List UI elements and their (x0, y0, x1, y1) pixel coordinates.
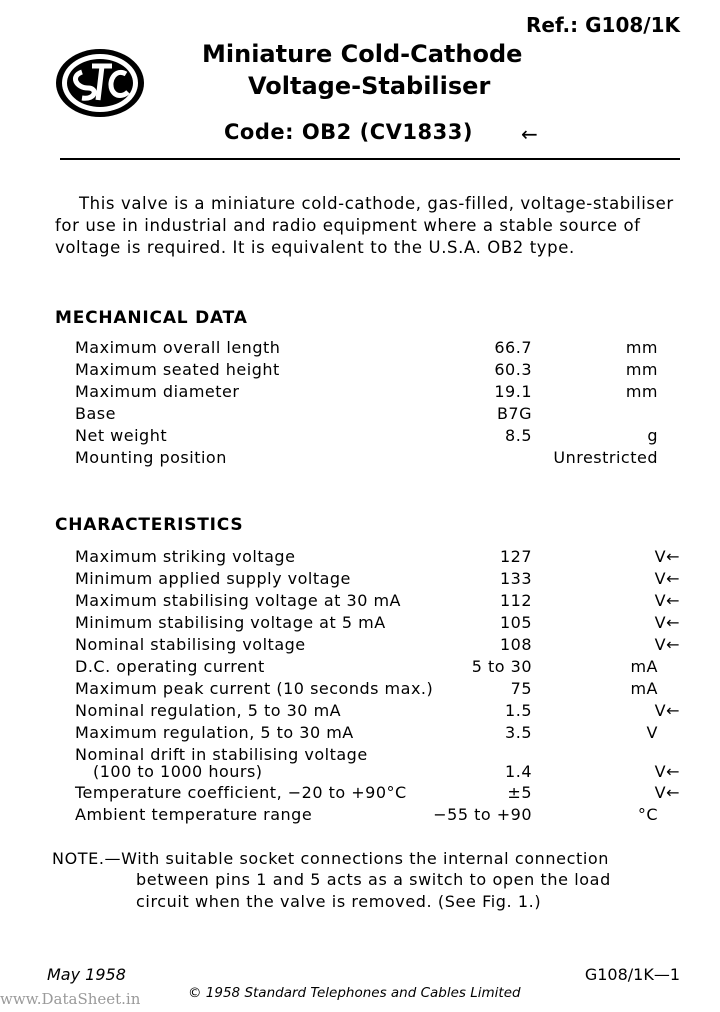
row-value: 60.3 (494, 360, 532, 379)
row-unit: mm (625, 338, 658, 357)
publication-date: May 1958 (47, 965, 126, 984)
row-label: Net weight (75, 426, 168, 445)
row-label: Maximum peak current (10 seconds max.) (75, 679, 434, 698)
table-row (0, 426, 720, 448)
row-unit: mA (630, 657, 658, 676)
table-row (0, 657, 720, 679)
row-unit: V← (654, 701, 680, 720)
row-unit: V← (654, 569, 680, 588)
row-value: B7G (496, 404, 532, 423)
table-row (0, 635, 720, 657)
row-unit: V (646, 723, 658, 742)
row-label: Maximum regulation, 5 to 30 mA (75, 723, 354, 742)
note-line-1: NOTE.—With suitable socket connections the internal connection (52, 849, 610, 868)
row-value: 127 (499, 547, 532, 566)
title-line-2: Voltage-Stabiliser (248, 72, 491, 100)
row-value: 112 (499, 591, 532, 610)
row-unit: V← (654, 635, 680, 654)
row-unit: V← (654, 613, 680, 632)
table-row (0, 591, 720, 613)
mechanical-data-heading: MECHANICAL DATA (55, 308, 248, 328)
row-value: 105 (499, 613, 532, 632)
row-value: 5 to 30 (471, 657, 532, 676)
row-label: Maximum overall length (75, 338, 281, 357)
row-value: Unrestricted (553, 448, 658, 467)
row-unit: g (647, 426, 658, 445)
table-row (0, 338, 720, 360)
row-value: 3.5 (505, 723, 532, 742)
title-line-1: Miniature Cold-Cathode (202, 40, 523, 68)
intro-line: for use in industrial and radio equipment where a stable source of (55, 216, 641, 235)
row-value: 1.4 (505, 762, 532, 781)
row-label: Maximum seated height (75, 360, 280, 379)
characteristics-heading: CHARACTERISTICS (55, 515, 244, 535)
row-label: Ambient temperature range (75, 805, 313, 824)
reference-number: Ref.: G108/1K (525, 13, 680, 37)
row-value: −55 to +90 (433, 805, 532, 824)
row-value: 1.5 (505, 701, 532, 720)
copyright: © 1958 Standard Telephones and Cables Limited (188, 985, 521, 1001)
row-label: Nominal regulation, 5 to 30 mA (75, 701, 342, 720)
row-label: Minimum stabilising voltage at 5 mA (75, 613, 386, 632)
divider (60, 158, 680, 160)
table-row (0, 701, 720, 723)
row-unit: mm (625, 360, 658, 379)
row-label: Minimum applied supply voltage (75, 569, 351, 588)
table-row (0, 404, 720, 426)
table-row (0, 360, 720, 382)
row-label: Mounting position (75, 448, 227, 467)
row-label: Base (75, 404, 116, 423)
row-value: ±5 (507, 783, 532, 802)
stc-logo-icon (52, 46, 148, 120)
page-id: G108/1K—1 (584, 965, 680, 984)
row-unit: °C (637, 805, 658, 824)
table-row (0, 547, 720, 569)
row-label: Nominal stabilising voltage (75, 635, 306, 654)
intro-line: voltage is required. It is equivalent to the U.S.A. OB2 type. (55, 238, 575, 257)
row-unit: V← (654, 547, 680, 566)
row-unit: mm (625, 382, 658, 401)
row-label: Maximum diameter (75, 382, 240, 401)
row-value: 19.1 (494, 382, 532, 401)
table-row (0, 762, 720, 784)
row-value: 8.5 (505, 426, 532, 445)
row-unit: V← (654, 591, 680, 610)
table-row (0, 783, 720, 805)
row-label: Nominal drift in stabilising voltage (75, 745, 368, 764)
table-row (0, 382, 720, 404)
row-label: D.C. operating current (75, 657, 265, 676)
row-unit: V← (654, 783, 680, 802)
intro-line: This valve is a miniature cold-cathode, gas-filled, voltage-stabiliser (79, 194, 674, 213)
row-label: Maximum striking voltage (75, 547, 296, 566)
row-label-continued: (100 to 1000 hours) (93, 762, 263, 781)
row-label: Temperature coefficient, −20 to +90°C (75, 783, 407, 802)
note-line-2: between pins 1 and 5 acts as a switch to open the load (136, 870, 611, 889)
table-row (0, 679, 720, 701)
row-value: 133 (499, 569, 532, 588)
table-row (0, 613, 720, 635)
row-label: Maximum stabilising voltage at 30 mA (75, 591, 401, 610)
row-value: 108 (499, 635, 532, 654)
note-line-3: circuit when the valve is removed. (See Fig. 1.) (136, 892, 542, 911)
intro-paragraph (55, 193, 680, 259)
table-row (0, 569, 720, 591)
row-unit: V← (654, 762, 680, 781)
row-value: 75 (510, 679, 532, 698)
table-row (0, 448, 720, 470)
table-row (0, 723, 720, 745)
table-row (0, 805, 720, 827)
row-value: 66.7 (494, 338, 532, 357)
watermark: www.DataSheet.in (0, 990, 141, 1008)
valve-code: Code: OB2 (CV1833) (224, 120, 473, 144)
row-unit: mA (630, 679, 658, 698)
arrow-left-icon: ← (521, 122, 538, 146)
